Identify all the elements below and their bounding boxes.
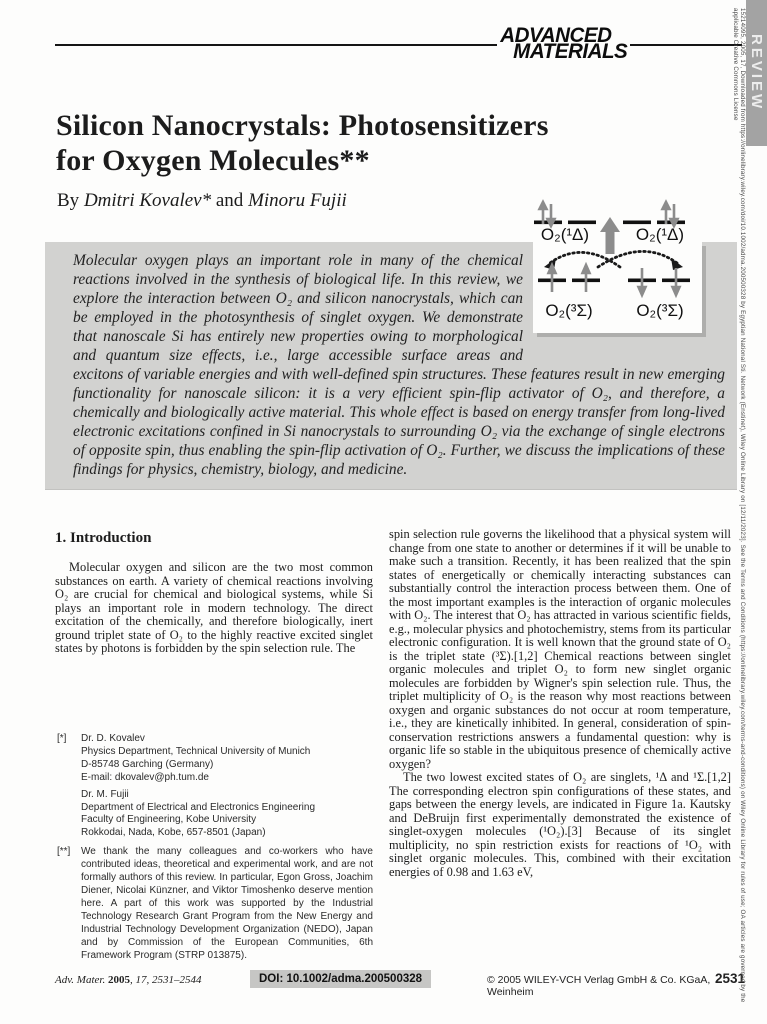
review-tab-label: REVIEW	[748, 34, 765, 112]
label-singlet-right: O₂(¹Δ)	[635, 225, 685, 244]
review-section-tab	[746, 0, 767, 146]
footnotes	[57, 733, 373, 968]
label-triplet-left: O₂(³Σ)	[545, 301, 593, 320]
journal-logo-line1: ADVANCED	[499, 24, 612, 47]
section-heading: 1. Introduction	[55, 530, 152, 546]
journal-logo	[499, 24, 628, 63]
citation-year: 2005	[105, 974, 130, 986]
doi-badge: DOI: 10.1002/adma.200500328	[250, 970, 431, 988]
affiliation-kovalev: Dr. D. Kovalev Physics Department, Technical University of Munich D-85748 Garching (Germany) E-mail: dkovalev@ph.tum.de	[81, 733, 311, 783]
body-paragraph-1: spin selection rule governs the likelihood that a physical system will change from one state to another or determines if it will be unable to make such a transition. Recently, it has been realized that the spin states of energetically or chemically interacting substances can substantially control the interaction process between them. One of the most important examples is the interaction of organic molecules with O₂. The interest that O₂ has attracted in various scientific fields, e.g., molecular physics and photochemistry, stems from its particular electronic configuration. It is well known that the ground state of O₂ is the triplet state (³Σ).[1,2] Chemical reactions between singlet organic molecules and triplet O₂ to form new singlet organic molecules are forbidden by Wigner's spin selection rule. Thus, the triplet multiplicity of O₂ is the reason why most reactions between oxygen and organic substances do not occur at room temperature, i.e., they are kinetically inhibited. In general, consideration of spin-conservation restrictions answers a fundamental question: why is organic life so stable in the ubiquitous presence of chemically active oxygen?	[389, 527, 731, 771]
singlet-left-levels	[534, 202, 596, 226]
article-title: Silicon Nanocrystals: Photosensitizers for Oxygen Molecules**	[56, 109, 549, 178]
page-number: 2531	[714, 971, 745, 986]
column-left	[55, 530, 373, 656]
footnote-acknowledgement	[57, 846, 373, 962]
page-footer	[55, 970, 745, 998]
citation-rest: , 17, 2531–2544	[129, 974, 202, 986]
label-singlet-left: O₂(¹Δ)	[540, 225, 590, 244]
copyright-text: © 2005 WILEY-VCH Verlag GmbH & Co. KGaA, Weinheim	[487, 974, 711, 998]
header-rule-right	[630, 44, 742, 46]
author-1: Dmitri Kovalev*	[83, 190, 212, 211]
header-rule-left	[55, 44, 497, 46]
byline-prefix: By	[57, 190, 84, 211]
download-provenance-text: 15214095, 2005, 17, Downloaded from https://onlinelibrary.wiley.com/doi/10.1002/adma.200500328 by Egyptian National Sti. Network (Enstinet), Wiley Online Library on [12/11/2023]. See the Terms and Conditions (https://onlinelibrary.wiley.com/terms-and-conditions) on Wiley Online Library for rules of use; OA articles are governed by the applicable Creative Commons License	[732, 8, 746, 1003]
affiliation-fujii: Dr. M. Fujii Department of Electrical and Electronics Engineering Faculty of Engineering, Kobe University Rokkodai, Nada, Kobe, 657-8501 (Japan)	[81, 788, 316, 839]
body-paragraph-2: The two lowest excited states of O₂ are singlets, ¹Δ and ¹Σ.[1,2] The corresponding electron spin configurations of these states, and gaps between the energy levels, are indicated in Figure 1a. Kautsky and DeBruijn first experimentally demonstrated the existence of singlet-oxygen molecules (¹O₂).[3] Because of its singlet multiplicity, no spin restriction exists for reactions of ¹O₂ with singlet organic molecules. This, combined with their excitation energies of 0.98 and 1.63 eV,	[389, 770, 731, 879]
journal-logo-line2: MATERIALS	[512, 40, 627, 63]
footnote-label: [**]	[57, 846, 71, 858]
byline-and: and	[211, 190, 249, 211]
citation	[55, 974, 201, 986]
abstract-text: Molecular oxygen plays an important role in many of the chemical reactions involved in the synthesis of biological life. In this review, we explore the interaction between O₂ and silicon nanocrystals, which can be employed in the photosynthesis of singlet oxygen. We demonstrate that nanoscale Si has entirely new properties owing to morphological and quantum size effects, i.e., large accessible surface areas and excitons of variable energies and with well-defined spin structures. These features result in new emerging functionality for nanoscale silicon: it is a very efficient spin-flip activator of O₂, and therefore, a chemically and biologically active material. This whole effect is based on energy transfer from long-lived electronic excitations confined in Si nanocrystals to surrounding O₂ via the exchange of single electrons of opposite spin, thus enabling the spin-flip activation of O₂. Further, we discuss the implications of these findings for physics, chemistry, biology, and medicine.	[73, 252, 725, 478]
article-byline	[57, 190, 347, 212]
column-right	[389, 528, 731, 970]
singlet-right-levels	[623, 202, 685, 226]
page-header	[55, 24, 742, 63]
footnote-label: [*]	[57, 733, 67, 744]
author-2: Minoru Fujii	[248, 190, 347, 211]
footnote-affiliations	[57, 733, 373, 840]
acknowledgement-text: We thank the many colleagues and co-workers who have contributed ideas, theoretical and experimental work, and are not formally authors of this review. In particular, Egon Gross, Joachim Diener, Nicolai Künzner, and Viktor Timoshenko deserve mention here. A part of this work was supported by the Industrial Technology Research Grant Program from the New Energy and Industrial Technology Development Organization (NEDO), Japan and by Commission of the European Communities, 6th Framework Program (STRP 013875).	[81, 846, 373, 961]
spin-diagram-figure	[520, 188, 745, 343]
label-triplet-right: O₂(³Σ)	[636, 301, 684, 320]
citation-journal: Adv. Mater.	[55, 974, 106, 986]
intro-paragraph: Molecular oxygen and silicon are the two most common substances on earth. A variety of chemical reactions involving O₂ are crucial for chemical and biological systems, while Si plays an important role in modern technology. The direct excitation of the chemically, and therefore biologically, inert ground triplet state of O₂ to the highly reactive excited singlet states by photons is forbidden by the spin selection rule. The	[55, 560, 373, 655]
